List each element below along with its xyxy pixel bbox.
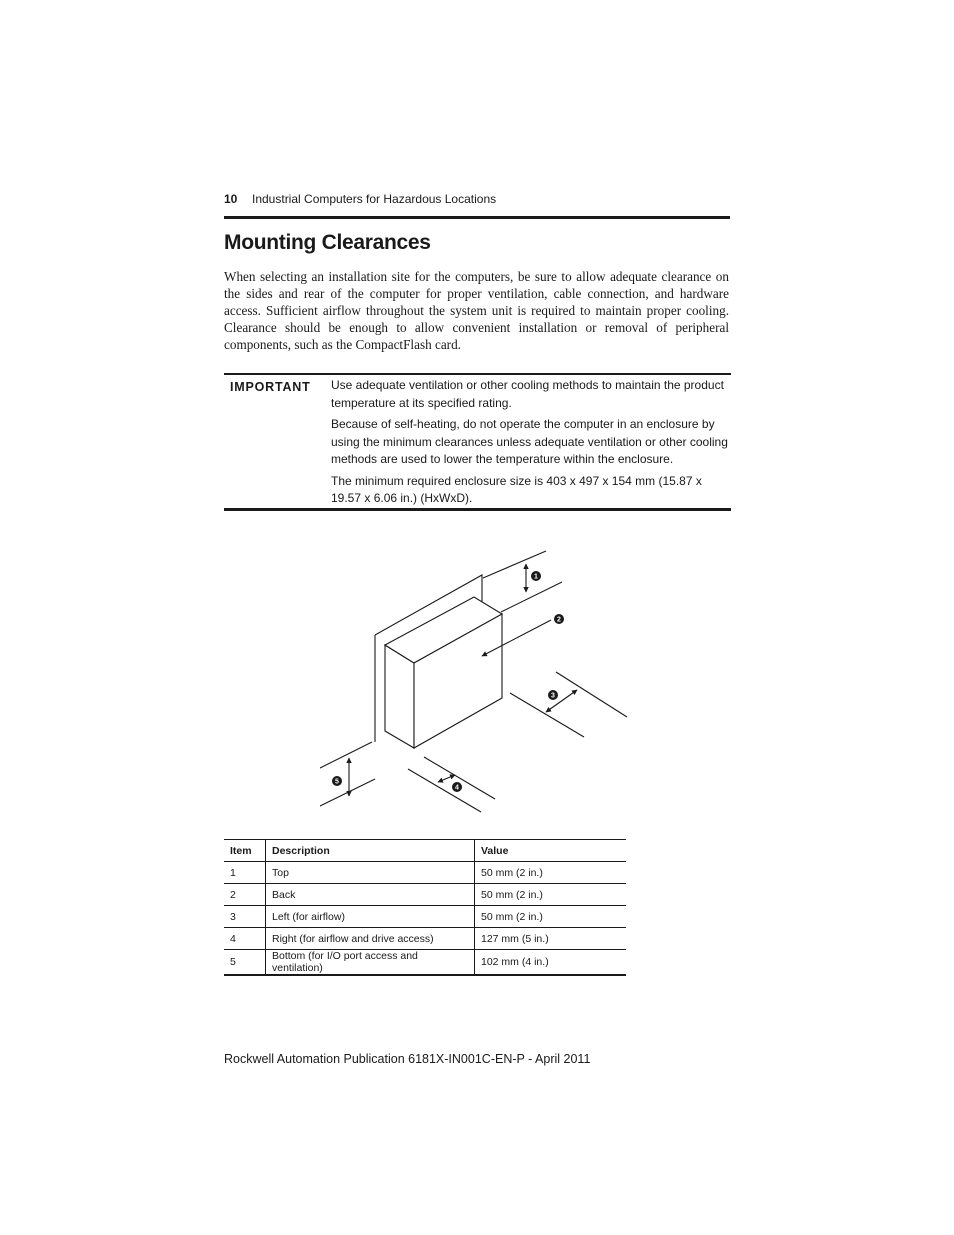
intro-paragraph: When selecting an installation site for the computers, be sure to allow adequate clearance on the sides and rear of the computer for proper ventilation, cable connection, and hardware access. Sufficient airflow throughout the system unit is required to maintain proper cooling. Clearance should be enough to allow convenient installation or removal of peripheral components, such as the CompactFlash card. — [224, 269, 729, 352]
column-header-description: Description — [266, 840, 475, 862]
callout-3-label: 3 — [551, 692, 555, 700]
column-header-value: Value — [475, 840, 627, 862]
running-title: Industrial Computers for Hazardous Locations — [252, 192, 497, 206]
column-header-item: Item — [224, 840, 266, 862]
important-paragraph-1: Use adequate ventilation or other cooling methods to maintain the product temperature at its specified rating. — [331, 378, 724, 410]
description-cell: Back — [266, 884, 475, 906]
publication-footer: Rockwell Automation Publication 6181X-IN001C-EN-P - April 2011 — [224, 1052, 591, 1066]
description-cell: Bottom (for I/O port access and ventilation) — [266, 950, 475, 976]
callout-4-label: 4 — [455, 784, 459, 792]
value-cell: 50 mm (2 in.) — [475, 862, 627, 884]
table-row — [224, 928, 626, 950]
section-title: Mounting Clearances — [224, 231, 431, 254]
callout-4 — [452, 782, 462, 792]
item-cell: 2 — [224, 884, 266, 906]
important-paragraph-3: The minimum required enclosure size is 403 x 497 x 154 mm (15.87 x 19.57 x 6.06 in.) (HxWxD). — [331, 473, 702, 505]
description-cell: Top — [266, 862, 475, 884]
value-cell: 50 mm (2 in.) — [475, 884, 627, 906]
callout-1 — [531, 571, 541, 581]
callout-2 — [554, 614, 564, 624]
important-notice — [224, 373, 731, 511]
top-clearance-line — [501, 582, 562, 612]
important-label: IMPORTANT — [230, 380, 311, 394]
item-cell: 1 — [224, 862, 266, 884]
callout-5-label: 5 — [335, 778, 339, 786]
callout-5 — [332, 776, 342, 786]
value-cell: 127 mm (5 in.) — [475, 928, 627, 950]
important-paragraph-2: Because of self-heating, do not operate the computer in an enclosure by using the minimum clearances unless adequate ventilation or other cooling methods are used to lower the temperature within the enclosure. — [331, 417, 728, 466]
description-cell: Right (for airflow and drive access) — [266, 928, 475, 950]
right-dimension-arrow — [438, 775, 455, 782]
right-clearance-line — [424, 757, 495, 799]
bottom-clearance-line — [320, 779, 375, 807]
table-row — [224, 950, 626, 976]
page-header — [224, 192, 730, 219]
description-cell: Left (for airflow) — [266, 906, 475, 928]
callout-3 — [548, 690, 558, 700]
bottom-clearance-line — [320, 742, 372, 770]
right-clearance-line — [408, 769, 481, 812]
table-row — [224, 884, 626, 906]
mounting-clearance-diagram — [320, 545, 640, 820]
clearance-table — [224, 839, 626, 976]
table-header-row — [224, 840, 626, 862]
table-row — [224, 862, 626, 884]
value-cell: 50 mm (2 in.) — [475, 906, 627, 928]
item-cell: 5 — [224, 950, 266, 976]
callout-1-label: 1 — [534, 573, 538, 581]
value-cell: 102 mm (4 in.) — [475, 950, 627, 976]
item-cell: 3 — [224, 906, 266, 928]
important-body — [331, 377, 729, 512]
page-number: 10 — [224, 192, 238, 206]
left-clearance-line — [510, 693, 584, 737]
table-row — [224, 906, 626, 928]
left-clearance-line — [556, 672, 627, 717]
item-cell: 4 — [224, 928, 266, 950]
callout-2-label: 2 — [557, 616, 561, 624]
